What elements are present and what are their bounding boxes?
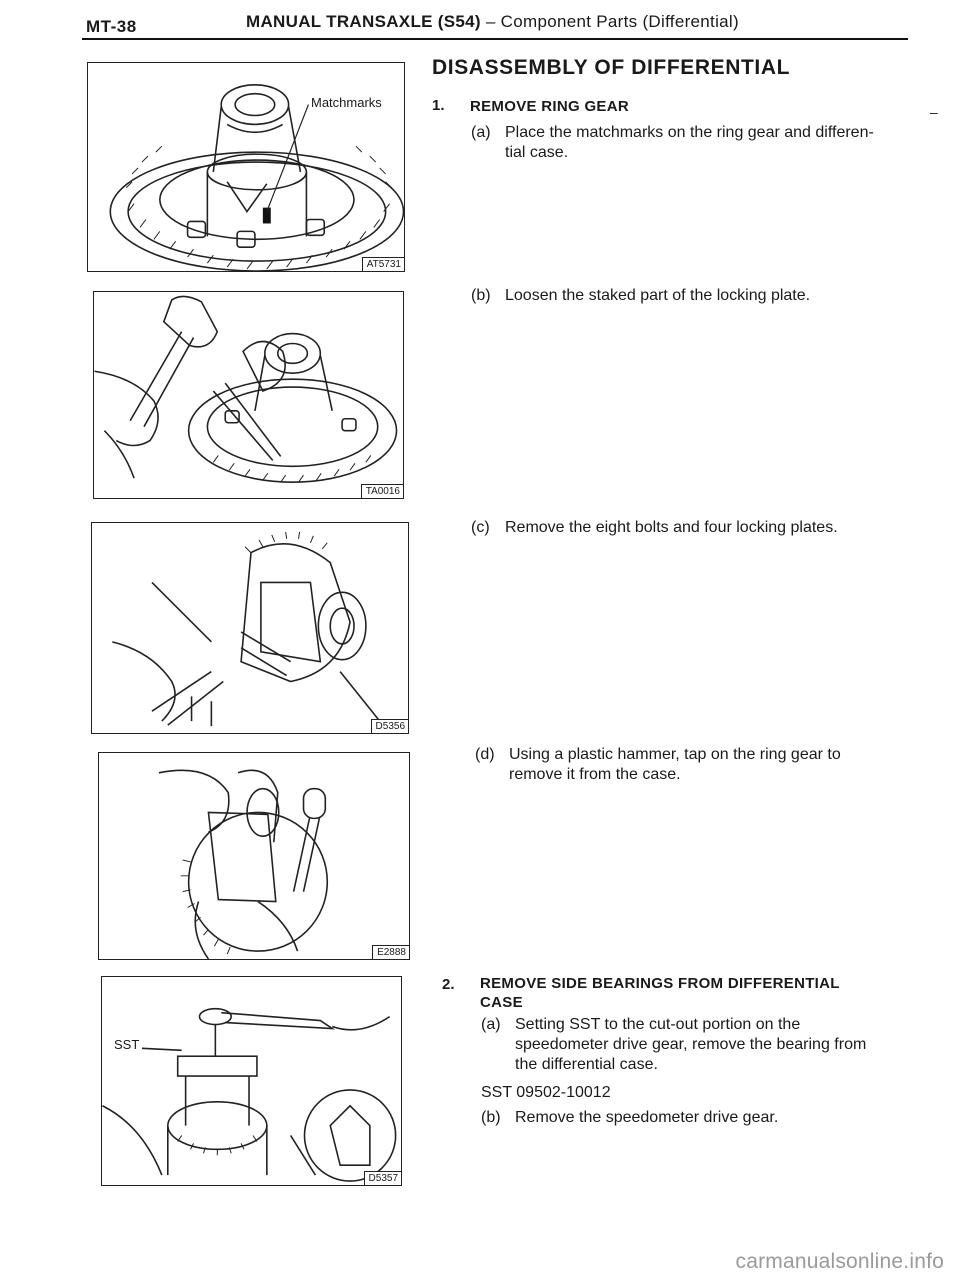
step-2a-marker: (a) — [481, 1016, 501, 1033]
figure-remove-bolts — [91, 522, 409, 734]
step-1a-text: Place the matchmarks on the ring gear and differen- tial case. — [505, 124, 874, 161]
step-1b — [471, 286, 810, 306]
callout-matchmarks: Matchmarks — [311, 95, 382, 110]
callout-sst: SST — [114, 1037, 140, 1052]
margin-mark: – — [930, 104, 938, 120]
step-1-number: 1. — [432, 97, 445, 114]
figure-code: AT5731 — [362, 257, 404, 271]
step-1c-text: Remove the eight bolts and four locking plates. — [505, 519, 838, 536]
figure-loosen-locking-plate — [93, 291, 404, 499]
step-1a — [471, 123, 874, 163]
step-2a-text: Setting SST to the cut-out portion on the speedometer drive gear, remove the bearing from the differential case. — [515, 1016, 867, 1073]
section-title: DISASSEMBLY OF DIFFERENTIAL — [432, 56, 791, 79]
step-2a — [481, 1015, 866, 1075]
figure-ring-gear-matchmarks — [87, 62, 405, 272]
step-2b-text: Remove the speedometer drive gear. — [515, 1109, 779, 1126]
remove-bolts-illustration — [92, 523, 408, 733]
plastic-hammer-illustration — [99, 753, 409, 959]
page-number: MT-38 — [86, 17, 137, 36]
header-title-sub: – Component Parts (Differential) — [480, 12, 739, 31]
figure-code: E2888 — [372, 945, 409, 959]
figure-code: D5356 — [371, 719, 408, 733]
figure-code: TA0016 — [361, 484, 403, 498]
header-title-main: MANUAL TRANSAXLE (S54) — [246, 12, 481, 31]
step-1d — [475, 745, 841, 785]
step-1a-marker: (a) — [471, 124, 491, 141]
step-1c-marker: (c) — [471, 519, 490, 536]
step-2-number: 2. — [442, 976, 455, 993]
header-title — [246, 12, 739, 32]
step-2-title: REMOVE SIDE BEARINGS FROM DIFFERENTIAL CASE — [480, 975, 840, 1011]
step-2b — [481, 1108, 778, 1128]
step-1b-text: Loosen the staked part of the locking plate. — [505, 287, 811, 304]
header-rule — [82, 38, 908, 40]
step-1c — [471, 518, 838, 538]
step-2b-marker: (b) — [481, 1109, 501, 1126]
watermark: carmanualsonline.info — [735, 1250, 944, 1273]
locking-plate-illustration — [94, 292, 403, 498]
step-1-title: REMOVE RING GEAR — [470, 98, 629, 115]
figure-code: D5357 — [364, 1171, 401, 1185]
figure-sst-puller — [101, 976, 402, 1186]
step-1d-text: Using a plastic hammer, tap on the ring gear to remove it from the case. — [509, 746, 841, 783]
figure-plastic-hammer — [98, 752, 410, 960]
step-1d-marker: (d) — [475, 746, 495, 763]
step-1b-marker: (b) — [471, 287, 491, 304]
sst-puller-illustration — [102, 977, 401, 1185]
sst-part-number: SST 09502-10012 — [481, 1084, 611, 1101]
